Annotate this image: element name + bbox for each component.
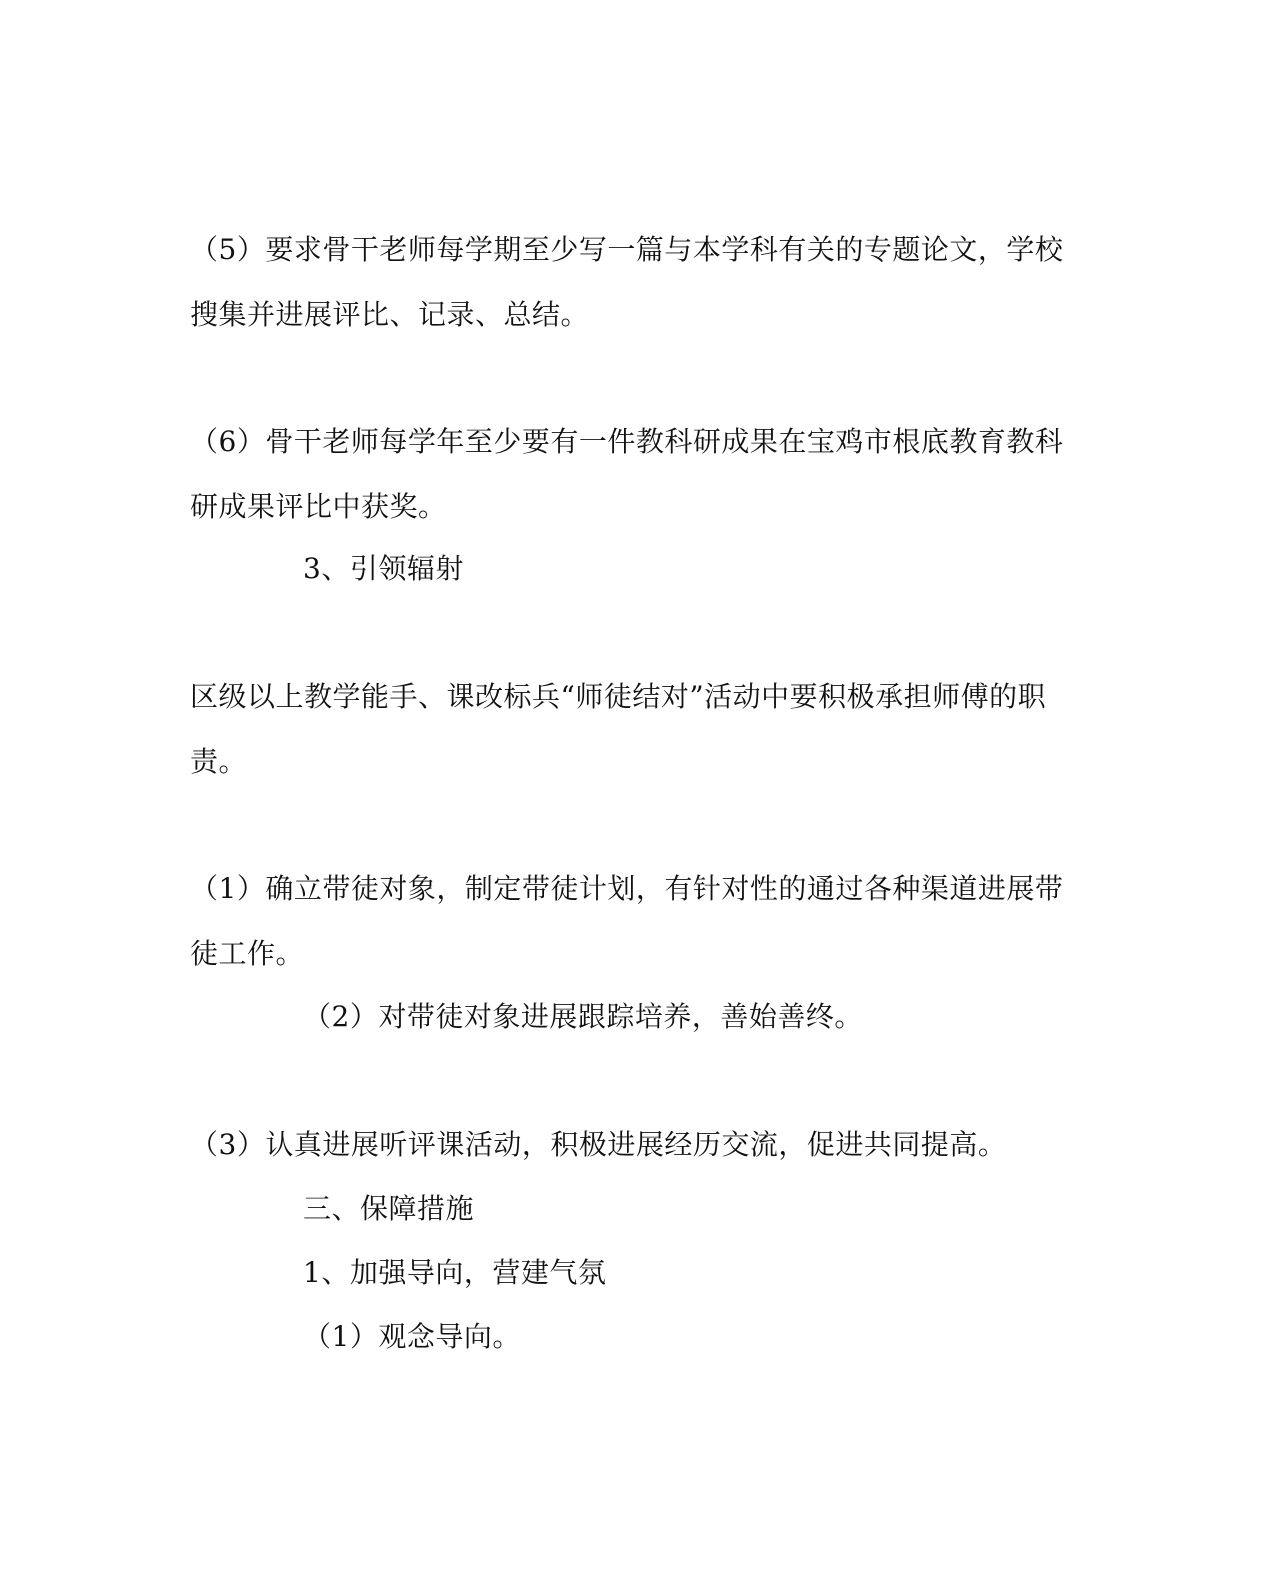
item-2: （2）对带徒对象进展跟踪培养，善始善终。 <box>303 1000 863 1033</box>
concept-guidance-item: （1）观念导向。 <box>303 1320 521 1353</box>
paragraph-5-line-1: （5）要求骨干老师每学期至少写一篇与本学科有关的专题论文，学校 <box>190 233 1064 266</box>
paragraph-6-line-2: 研成果评比中获奖。 <box>190 490 447 523</box>
section-heading-safeguards: 三、保障措施 <box>303 1192 475 1225</box>
item-1-line-1: （1）确立带徒对象，制定带徒计划，有针对性的通过各种渠道进展带 <box>190 872 1064 905</box>
section-heading-lead-radiate: 3、引领辐射 <box>303 552 464 585</box>
mentor-paragraph-line-1: 区级以上教学能手、课改标兵“师徒结对”活动中要积极承担师傅的职 <box>190 680 1047 713</box>
item-3: （3）认真进展听评课活动，积极进展经历交流，促进共同提高。 <box>190 1128 1007 1161</box>
item-1-line-2: 徒工作。 <box>190 937 305 970</box>
mentor-paragraph-line-2: 责。 <box>190 745 248 778</box>
subsection-heading-guidance: 1、加强导向，营建气氛 <box>303 1256 607 1289</box>
paragraph-5-line-2: 搜集并进展评比、记录、总结。 <box>190 298 590 331</box>
paragraph-6-line-1: （6）骨干老师每学年至少要有一件教科研成果在宝鸡市根底教育教科 <box>190 425 1064 458</box>
